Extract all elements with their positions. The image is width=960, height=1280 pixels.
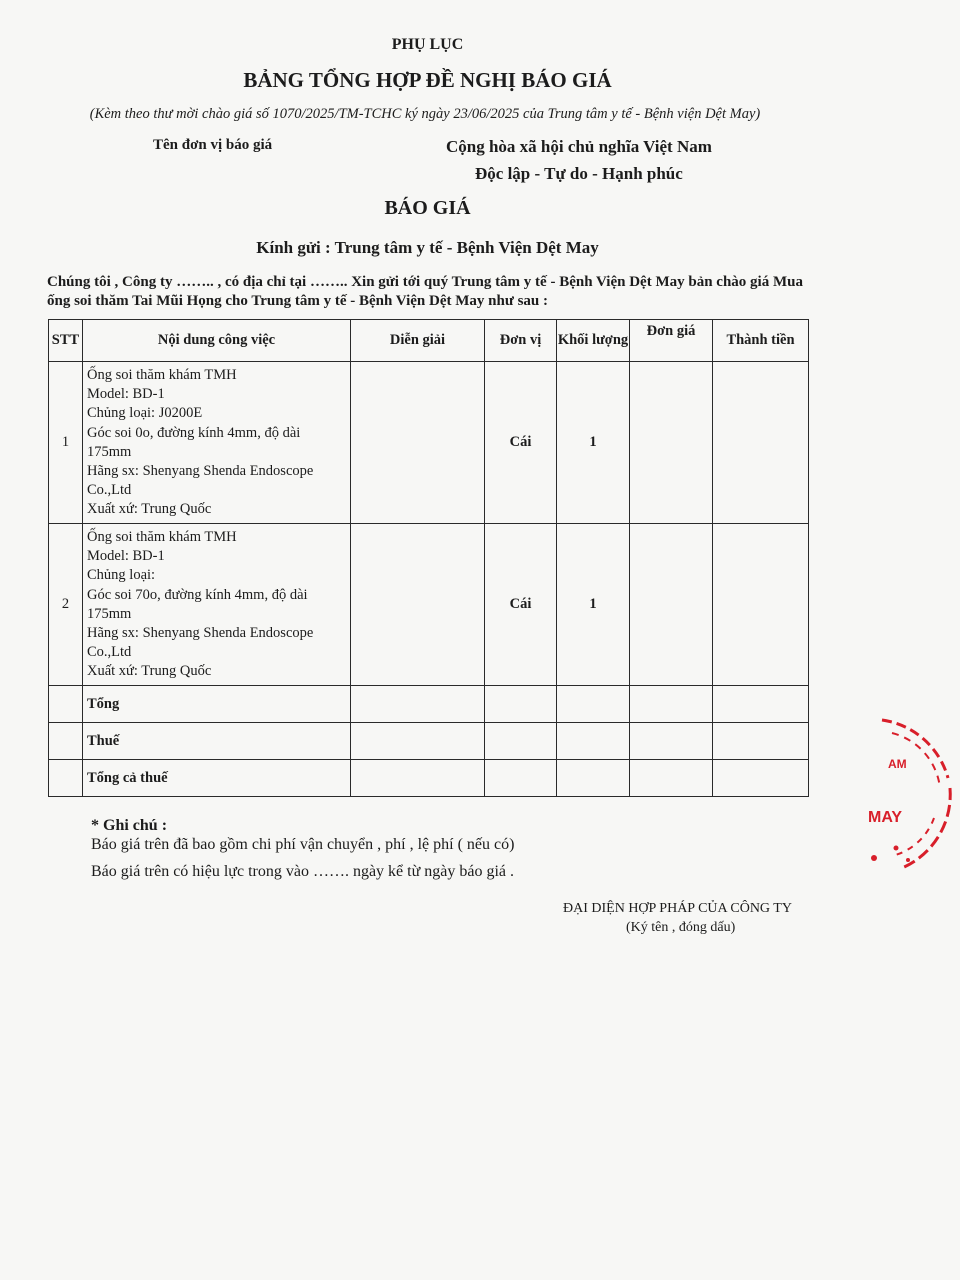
tax-label: Thuế [83,723,351,760]
desc-line: Hãng sx: Shenyang Shenda Endoscope Co.,Ltd [87,463,314,499]
header-unit-price: Đơn giá [630,320,713,362]
grand-total-label: Tổng cả thuế [83,760,351,797]
header-content: Nội dung công việc [83,320,351,362]
total-label: Tổng [83,686,351,723]
item-quantity: 1 [557,362,630,524]
item-amount [713,524,809,686]
note-line: Báo giá trên có hiệu lực trong vào ……. ngày kể từ ngày báo giá . [91,863,515,880]
stamp-text-may: MAY [868,809,903,826]
appendix-label: PHỤ LỤC [391,36,464,53]
header-unit: Đơn vị [485,320,557,362]
grand-total-row [49,760,809,797]
item-explanation [351,524,485,686]
item-unit: Cái [485,362,557,524]
stamp-text-am: AM [888,757,907,771]
note-line: Báo giá trên đã bao gồm chi phí vận chuyển , phí , lệ phí ( nếu có) [91,836,515,853]
desc-line: Chủng loại: J0200E [87,405,203,422]
item-description [83,524,351,686]
desc-line: Model: BD-1 [87,386,165,403]
national-title: Cộng hòa xã hội chủ nghĩa Việt Nam [446,137,712,156]
item-amount [713,362,809,524]
desc-line: Chủng loại: [87,567,156,584]
notes-title: * Ghi chú : [91,817,168,834]
item-stt: 1 [49,362,83,524]
desc-line: Xuất xứ: Trung Quốc [87,501,212,518]
desc-line: Hãng sx: Shenyang Shenda Endoscope Co.,Ltd [87,625,314,661]
signature-subtitle: (Ký tên , đóng dấu) [626,920,736,935]
item-unit: Cái [485,524,557,686]
table-header-row [49,320,809,362]
document-title: BẢNG TỔNG HỢP ĐỀ NGHỊ BÁO GIÁ [243,68,612,92]
item-stt: 2 [49,524,83,686]
total-row [49,686,809,723]
red-seal-stamp [862,708,960,878]
item-explanation [351,362,485,524]
quote-heading: BÁO GIÁ [384,197,471,219]
item-unit-price [630,524,713,686]
item-unit-price [630,362,713,524]
quoting-unit-label: Tên đơn vị báo giá [153,137,273,153]
header-stt: STT [49,320,83,362]
item-description [83,362,351,524]
desc-line: Ống soi thăm khám TMH [87,529,237,545]
desc-line: Góc soi 0o, đường kính 4mm, độ dài 175mm [87,424,301,460]
item-quantity: 1 [557,524,630,686]
national-motto: Độc lập - Tự do - Hạnh phúc [475,164,683,183]
header-explanation: Diễn giải [351,320,485,362]
desc-line: Xuất xứ: Trung Quốc [87,663,212,680]
tax-row [49,723,809,760]
desc-line: Ống soi thăm khám TMH [87,367,237,383]
reference-subtitle: (Kèm theo thư mời chào giá số 1070/2025/TM-TCHC ký ngày 23/06/2025 của Trung tâm y tế - Bệnh viện Dệt May) [89,106,761,122]
intro-paragraph: Chúng tôi , Công ty …….. , có địa chỉ tại …….. Xin gửi tới quý Trung tâm y tế - Bệnh Viện Dệt May bản chào giá Mua ống soi thăm Tai Mũi Họng cho Trung tâm y tế - Bệnh Viện Dệt May như sau : [47,274,803,309]
desc-line: Góc soi 70o, đường kính 4mm, độ dài 175mm [87,586,308,622]
table-row [49,524,809,686]
desc-line: Model: BD-1 [87,548,165,565]
header-amount: Thành tiền [713,320,809,362]
quote-table [48,319,809,797]
signature-title: ĐẠI DIỆN HỢP PHÁP CỦA CÔNG TY [563,901,792,916]
table-row [49,362,809,524]
header-quantity: Khối lượng [557,320,630,362]
recipient-line: Kính gửi : Trung tâm y tế - Bệnh Viện Dệt May [256,238,599,257]
